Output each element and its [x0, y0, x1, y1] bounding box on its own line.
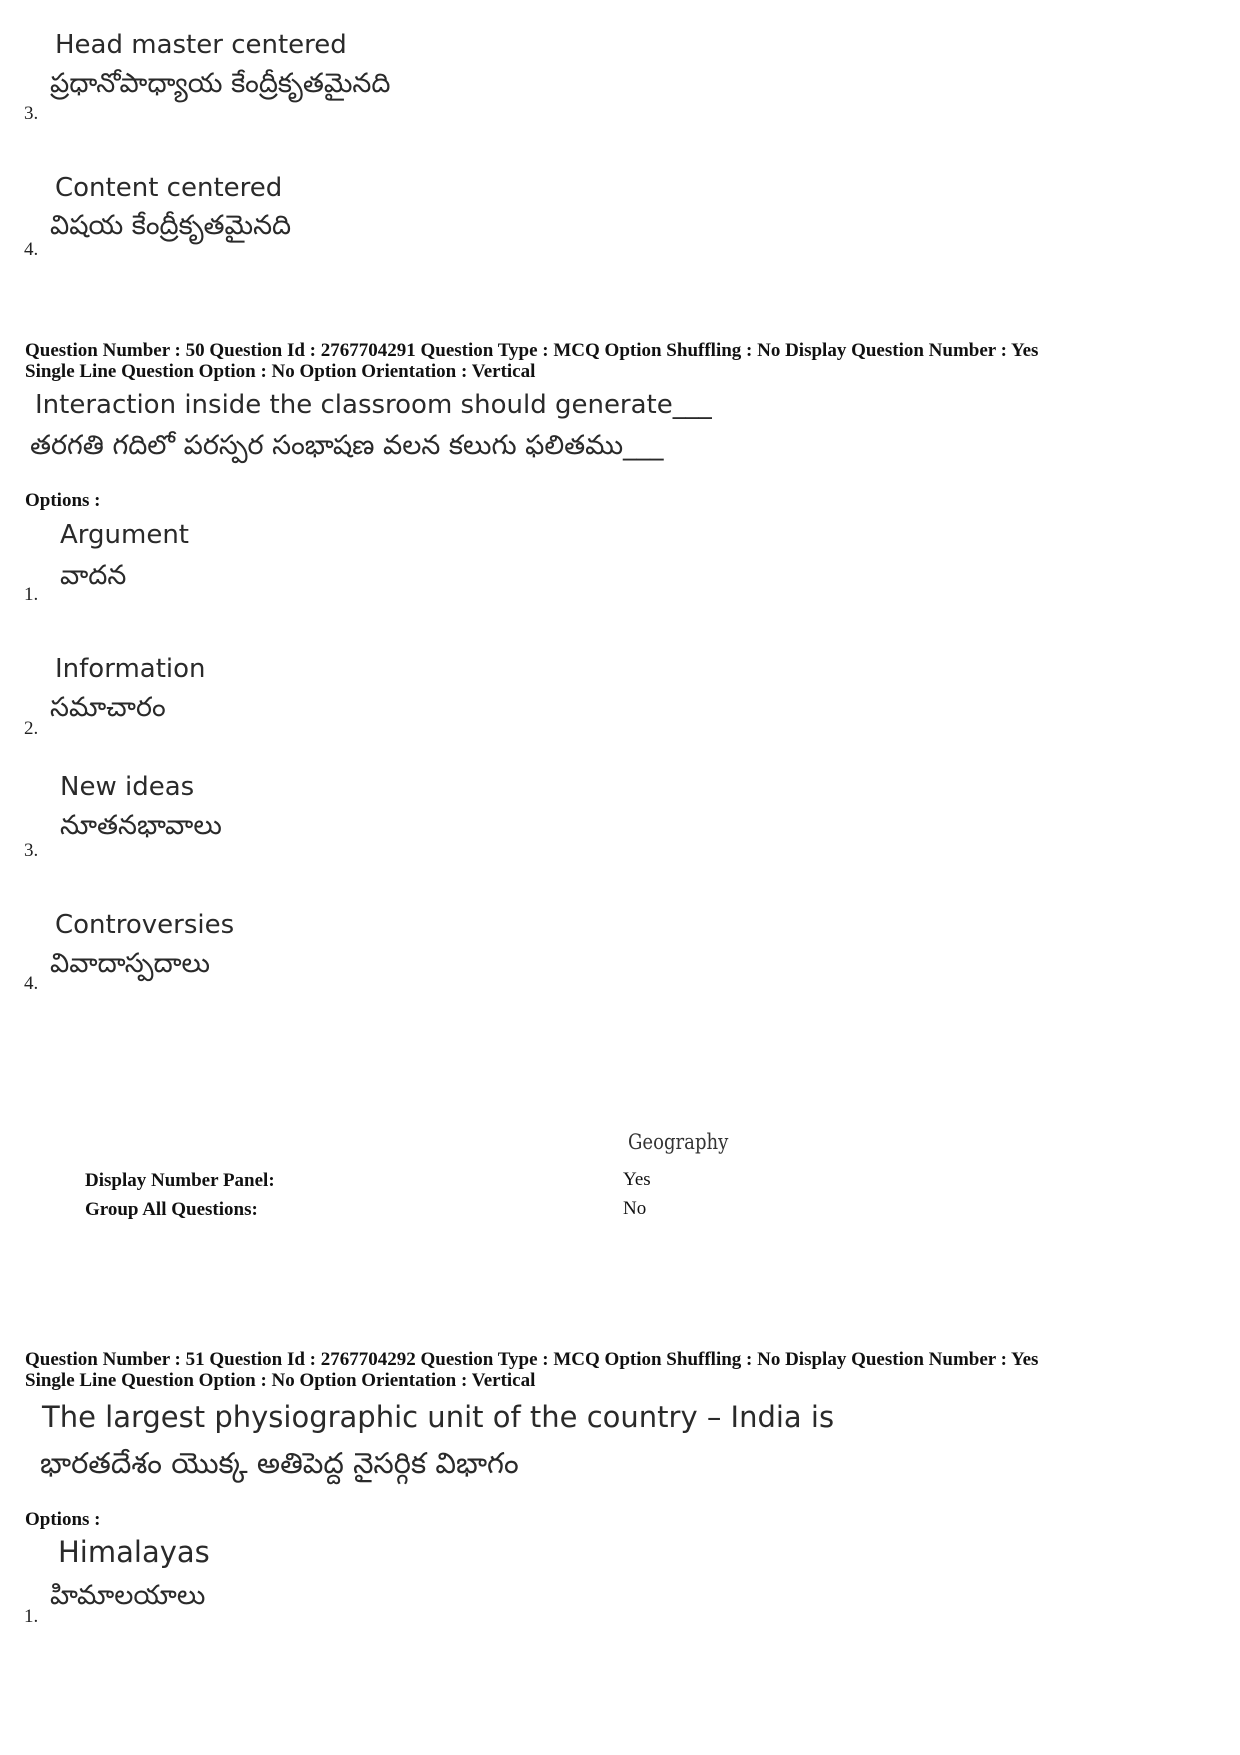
display-number-panel-label: Display Number Panel: [85, 1170, 275, 1191]
option-text-te: వివాదాస్పదాలు [50, 948, 211, 979]
option-text-en: Information [55, 654, 206, 684]
options-label: Options : [25, 1509, 101, 1530]
option-number: 3. [24, 103, 39, 124]
question-meta-line2: Single Line Question Option : No Option Orientation : Vertical [25, 361, 536, 382]
question-text-en: Interaction inside the classroom should generate___ [35, 390, 712, 420]
group-all-questions-label: Group All Questions: [85, 1199, 258, 1220]
option-text-en: Himalayas [58, 1535, 210, 1569]
option-number: 1. [24, 584, 39, 605]
display-number-panel-value: Yes [623, 1169, 651, 1190]
option-text-te: వాదన [60, 560, 127, 591]
section-title: Geography [628, 1130, 729, 1154]
option-number: 4. [24, 973, 39, 994]
question-meta-line1: Question Number : 50 Question Id : 2767704291 Question Type : MCQ Option Shuffling : No Display Question Number : Yes [25, 340, 1039, 361]
question-text-te: భారతదేశం యొక్క అతిపెద్ద నైసర్గిక విభాగం [40, 1446, 519, 1480]
option-text-te: సమాచారం [50, 692, 166, 723]
option-number: 2. [24, 718, 39, 739]
question-text-te: తరగతి గదిలో పరస్పర సంభాషణ వలన కలుగు ఫలితము___ [30, 430, 664, 461]
option-text-en: Content centered [55, 173, 283, 203]
option-text-en: Head master centered [55, 30, 347, 60]
group-all-questions-value: No [623, 1198, 647, 1219]
option-text-te: ప్రధానోపాధ్యాయ కేంద్రీకృతమైనది [50, 68, 391, 99]
question-meta-line1: Question Number : 51 Question Id : 2767704292 Question Type : MCQ Option Shuffling : No Display Question Number : Yes [25, 1349, 1039, 1370]
option-text-te: విషయ కేంద్రీకృతమైనది [50, 210, 292, 241]
option-text-en: New ideas [60, 772, 195, 802]
option-text-en: Argument [60, 520, 189, 550]
option-text-en: Controversies [55, 910, 235, 940]
option-number: 1. [24, 1606, 39, 1627]
option-number: 4. [24, 239, 39, 260]
options-label: Options : [25, 490, 101, 511]
option-text-te: నూతనభావాలు [60, 810, 222, 841]
option-text-te: హిమాలయాలు [50, 1580, 206, 1611]
question-meta-line2: Single Line Question Option : No Option Orientation : Vertical [25, 1370, 536, 1391]
question-text-en: The largest physiographic unit of the country – India is [42, 1400, 835, 1434]
option-number: 3. [24, 840, 39, 861]
